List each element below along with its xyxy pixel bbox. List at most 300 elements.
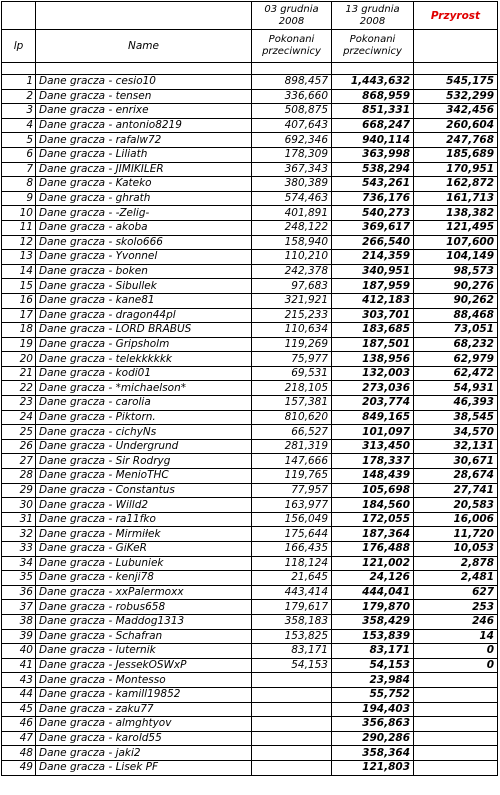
cell-growth: 28,674 [414, 469, 498, 484]
cell-score-dec13: 356,863 [332, 717, 414, 732]
cell-name: Dane gracza - xxPalermoxx [36, 585, 252, 600]
cell-growth: 32,131 [414, 439, 498, 454]
cell-growth: 62,979 [414, 352, 498, 367]
cell-score-dec03: 156,049 [252, 512, 332, 527]
cell-score-dec13: 23,984 [332, 673, 414, 688]
cell-growth: 14 [414, 629, 498, 644]
cell-growth [414, 687, 498, 702]
cell-score-dec13: 543,261 [332, 177, 414, 192]
cell-growth: 10,053 [414, 542, 498, 557]
cell-score-dec13: 273,036 [332, 381, 414, 396]
table-row [2, 687, 498, 702]
cell-score-dec13: 187,364 [332, 527, 414, 542]
blank-cell [36, 63, 252, 75]
cell-score-dec13: 303,701 [332, 308, 414, 323]
table-row [2, 527, 498, 542]
cell-growth: 138,382 [414, 206, 498, 221]
cell-score-dec03: 77,957 [252, 483, 332, 498]
cell-score-dec13: 121,803 [332, 760, 414, 775]
cell-score-dec13: 132,003 [332, 366, 414, 381]
cell-score-dec13: 176,488 [332, 542, 414, 557]
table-row [2, 366, 498, 381]
table-row [2, 410, 498, 425]
table-row [2, 600, 498, 615]
cell-lp: 25 [2, 425, 36, 440]
cell-growth: 54,931 [414, 381, 498, 396]
cell-name: Dane gracza - skolo666 [36, 235, 252, 250]
cell-growth: 342,456 [414, 104, 498, 119]
cell-lp: 22 [2, 381, 36, 396]
cell-growth: 162,872 [414, 177, 498, 192]
cell-growth: 253 [414, 600, 498, 615]
cell-name: Dane gracza - almghtyov [36, 717, 252, 732]
table-row [2, 396, 498, 411]
cell-growth: 90,262 [414, 293, 498, 308]
table-row [2, 731, 498, 746]
cell-score-dec03: 898,457 [252, 75, 332, 90]
cell-lp: 37 [2, 600, 36, 615]
table-row [2, 308, 498, 323]
table-row [2, 556, 498, 571]
cell-growth: 0 [414, 644, 498, 659]
cell-name: Dane gracza - Lubuniek [36, 556, 252, 571]
cell-lp: 2 [2, 89, 36, 104]
cell-name: Dane gracza - Mirmiłek [36, 527, 252, 542]
blank-cell [332, 63, 414, 75]
table-row [2, 89, 498, 104]
table-row [2, 250, 498, 265]
cell-name: Dane gracza - Schafran [36, 629, 252, 644]
table-row [2, 614, 498, 629]
cell-name: Dane gracza - Yvonnel [36, 250, 252, 265]
cell-score-dec13: 313,450 [332, 439, 414, 454]
cell-score-dec13: 138,956 [332, 352, 414, 367]
cell-name: Dane gracza - JessekOSWxP [36, 658, 252, 673]
cell-name: Dane gracza - dragon44pl [36, 308, 252, 323]
cell-name: Dane gracza - akoba [36, 220, 252, 235]
cell-growth: 627 [414, 585, 498, 600]
cell-score-dec03: 574,463 [252, 191, 332, 206]
cell-score-dec13: 153,839 [332, 629, 414, 644]
cell-lp: 19 [2, 337, 36, 352]
cell-growth [414, 731, 498, 746]
cell-name: Dane gracza - MenioTHC [36, 469, 252, 484]
cell-lp: 30 [2, 498, 36, 513]
cell-growth: 38,545 [414, 410, 498, 425]
cell-lp: 21 [2, 366, 36, 381]
cell-score-dec13: 266,540 [332, 235, 414, 250]
cell-score-dec03: 179,617 [252, 600, 332, 615]
cell-lp: 23 [2, 396, 36, 411]
cell-score-dec13: 369,617 [332, 220, 414, 235]
cell-score-dec13: 105,698 [332, 483, 414, 498]
cell-name: Dane gracza - LORD BRABUS [36, 323, 252, 338]
cell-score-dec03: 443,414 [252, 585, 332, 600]
table-row [2, 542, 498, 557]
cell-score-dec03: 69,531 [252, 366, 332, 381]
cell-lp: 14 [2, 264, 36, 279]
cell-growth: 104,149 [414, 250, 498, 265]
cell-name: Dane gracza - telekkkkkk [36, 352, 252, 367]
cell-growth: 20,583 [414, 498, 498, 513]
header-row-labels [2, 30, 498, 63]
ranking-table [1, 1, 498, 776]
cell-lp: 39 [2, 629, 36, 644]
cell-name: Dane gracza - JIMIKILER [36, 162, 252, 177]
table-row [2, 658, 498, 673]
cell-score-dec03: 118,124 [252, 556, 332, 571]
cell-score-dec13: 101,097 [332, 425, 414, 440]
cell-score-dec13: 187,501 [332, 337, 414, 352]
cell-lp: 35 [2, 571, 36, 586]
table-row [2, 585, 498, 600]
cell-score-dec13: 868,959 [332, 89, 414, 104]
cell-score-dec03: 119,269 [252, 337, 332, 352]
cell-score-dec13: 668,247 [332, 118, 414, 133]
cell-score-dec13: 179,870 [332, 600, 414, 615]
cell-score-dec13: 184,560 [332, 498, 414, 513]
header-date1: 03 grudnia 2008 [252, 2, 332, 30]
cell-name: Dane gracza - Kateko [36, 177, 252, 192]
cell-lp: 28 [2, 469, 36, 484]
cell-score-dec03: 321,921 [252, 293, 332, 308]
table-row [2, 469, 498, 484]
cell-name: Dane gracza - rafalw72 [36, 133, 252, 148]
cell-growth: 545,175 [414, 75, 498, 90]
cell-name: Dane gracza - antonio8219 [36, 118, 252, 133]
table-row [2, 293, 498, 308]
table-row [2, 104, 498, 119]
cell-score-dec03 [252, 760, 332, 775]
cell-name: Dane gracza - tensen [36, 89, 252, 104]
table-row [2, 118, 498, 133]
cell-growth: 73,051 [414, 323, 498, 338]
table-row [2, 337, 498, 352]
cell-growth: 68,232 [414, 337, 498, 352]
cell-lp: 40 [2, 644, 36, 659]
blank-cell [414, 63, 498, 75]
cell-score-dec13: 83,171 [332, 644, 414, 659]
cell-growth: 90,276 [414, 279, 498, 294]
cell-score-dec03 [252, 687, 332, 702]
cell-score-dec13: 55,752 [332, 687, 414, 702]
cell-lp: 33 [2, 542, 36, 557]
cell-score-dec03: 281,319 [252, 439, 332, 454]
table-row [2, 264, 498, 279]
header-date2: 13 grudnia 2008 [332, 2, 414, 30]
cell-score-dec03: 358,183 [252, 614, 332, 629]
cell-growth: 2,878 [414, 556, 498, 571]
table-row [2, 483, 498, 498]
table-row [2, 206, 498, 221]
cell-score-dec13: 849,165 [332, 410, 414, 425]
cell-score-dec13: 736,176 [332, 191, 414, 206]
cell-score-dec03 [252, 746, 332, 761]
cell-name: Dane gracza - Undergrund [36, 439, 252, 454]
table-row [2, 279, 498, 294]
header-name: Name [36, 30, 252, 63]
cell-name: Dane gracza - Constantus [36, 483, 252, 498]
cell-name: Dane gracza - cichyNs [36, 425, 252, 440]
cell-lp: 18 [2, 323, 36, 338]
table-row [2, 425, 498, 440]
cell-score-dec03: 54,153 [252, 658, 332, 673]
cell-score-dec03 [252, 702, 332, 717]
cell-score-dec03: 380,389 [252, 177, 332, 192]
cell-name: Dane gracza - kane81 [36, 293, 252, 308]
cell-name: Dane gracza - Piktorn. [36, 410, 252, 425]
table-row [2, 673, 498, 688]
cell-name: Dane gracza - robus658 [36, 600, 252, 615]
cell-growth: 30,671 [414, 454, 498, 469]
cell-score-dec13: 178,337 [332, 454, 414, 469]
table-row [2, 162, 498, 177]
cell-score-dec03: 248,122 [252, 220, 332, 235]
cell-lp: 31 [2, 512, 36, 527]
cell-lp: 12 [2, 235, 36, 250]
cell-score-dec03: 21,645 [252, 571, 332, 586]
cell-growth: 185,689 [414, 147, 498, 162]
cell-name: Dane gracza - *michaelson* [36, 381, 252, 396]
cell-lp: 48 [2, 746, 36, 761]
cell-lp: 9 [2, 191, 36, 206]
cell-growth: 16,006 [414, 512, 498, 527]
cell-lp: 32 [2, 527, 36, 542]
cell-score-dec13: 1,443,632 [332, 75, 414, 90]
cell-score-dec13: 172,055 [332, 512, 414, 527]
cell-lp: 49 [2, 760, 36, 775]
cell-growth [414, 746, 498, 761]
cell-name: Dane gracza - Liliath [36, 147, 252, 162]
cell-score-dec03: 336,660 [252, 89, 332, 104]
cell-score-dec13: 148,439 [332, 469, 414, 484]
table-row [2, 235, 498, 250]
cell-score-dec13: 358,429 [332, 614, 414, 629]
header-lp: lp [2, 30, 36, 63]
cell-score-dec03 [252, 673, 332, 688]
cell-name: Dane gracza - karold55 [36, 731, 252, 746]
blank-row [2, 63, 498, 75]
cell-score-dec03: 158,940 [252, 235, 332, 250]
cell-score-dec03: 178,309 [252, 147, 332, 162]
cell-lp: 36 [2, 585, 36, 600]
cell-name: Dane gracza - luternik [36, 644, 252, 659]
cell-name: Dane gracza - jaki2 [36, 746, 252, 761]
cell-growth: 260,604 [414, 118, 498, 133]
cell-name: Dane gracza - kamill19852 [36, 687, 252, 702]
cell-score-dec03: 83,171 [252, 644, 332, 659]
cell-score-dec03 [252, 731, 332, 746]
cell-score-dec13: 290,286 [332, 731, 414, 746]
cell-name: Dane gracza - Sir Rodryg [36, 454, 252, 469]
cell-name: Dane gracza - cesio10 [36, 75, 252, 90]
cell-score-dec03: 175,644 [252, 527, 332, 542]
cell-score-dec13: 187,959 [332, 279, 414, 294]
cell-score-dec03: 110,634 [252, 323, 332, 338]
header-growth: Przyrost [414, 2, 498, 30]
table-row [2, 323, 498, 338]
cell-score-dec13: 54,153 [332, 658, 414, 673]
cell-score-dec13: 538,294 [332, 162, 414, 177]
cell-lp: 10 [2, 206, 36, 221]
cell-score-dec13: 214,359 [332, 250, 414, 265]
cell-score-dec13: 183,685 [332, 323, 414, 338]
cell-score-dec03: 147,666 [252, 454, 332, 469]
cell-score-dec13: 358,364 [332, 746, 414, 761]
cell-name: Dane gracza - Willd2 [36, 498, 252, 513]
cell-growth: 247,768 [414, 133, 498, 148]
cell-score-dec03: 508,875 [252, 104, 332, 119]
blank-cell [252, 63, 332, 75]
cell-name: Dane gracza - Sibullek [36, 279, 252, 294]
table-row [2, 191, 498, 206]
table-row [2, 746, 498, 761]
table-row [2, 220, 498, 235]
cell-lp: 8 [2, 177, 36, 192]
cell-score-dec03: 97,683 [252, 279, 332, 294]
header-pokonani-1: Pokonani przeciwnicy [252, 30, 332, 63]
cell-growth: 88,468 [414, 308, 498, 323]
cell-score-dec13: 194,403 [332, 702, 414, 717]
cell-growth: 11,720 [414, 527, 498, 542]
cell-lp: 1 [2, 75, 36, 90]
table-row [2, 498, 498, 513]
cell-growth: 62,472 [414, 366, 498, 381]
cell-lp: 16 [2, 293, 36, 308]
table-row [2, 644, 498, 659]
cell-name: Dane gracza - Gripsholm [36, 337, 252, 352]
cell-score-dec03: 367,343 [252, 162, 332, 177]
cell-score-dec03 [252, 717, 332, 732]
cell-lp: 43 [2, 673, 36, 688]
cell-name: Dane gracza - -Zelig- [36, 206, 252, 221]
cell-lp: 45 [2, 702, 36, 717]
cell-score-dec13: 940,114 [332, 133, 414, 148]
header-empty-lp [2, 2, 36, 30]
cell-score-dec03: 242,378 [252, 264, 332, 279]
cell-lp: 44 [2, 687, 36, 702]
cell-score-dec03: 153,825 [252, 629, 332, 644]
table-row [2, 571, 498, 586]
cell-score-dec03: 218,105 [252, 381, 332, 396]
cell-lp: 27 [2, 454, 36, 469]
cell-score-dec03: 810,620 [252, 410, 332, 425]
cell-score-dec13: 444,041 [332, 585, 414, 600]
table-row [2, 629, 498, 644]
cell-growth [414, 760, 498, 775]
cell-name: Dane gracza - carolia [36, 396, 252, 411]
cell-score-dec03: 407,643 [252, 118, 332, 133]
cell-score-dec13: 203,774 [332, 396, 414, 411]
cell-growth [414, 673, 498, 688]
blank-cell [2, 63, 36, 75]
table-row [2, 702, 498, 717]
cell-score-dec13: 363,998 [332, 147, 414, 162]
cell-growth: 34,570 [414, 425, 498, 440]
cell-lp: 7 [2, 162, 36, 177]
cell-name: Dane gracza - kodi01 [36, 366, 252, 381]
cell-lp: 38 [2, 614, 36, 629]
cell-score-dec03: 215,233 [252, 308, 332, 323]
cell-score-dec13: 24,126 [332, 571, 414, 586]
table-row [2, 717, 498, 732]
cell-name: Dane gracza - zaku77 [36, 702, 252, 717]
cell-lp: 17 [2, 308, 36, 323]
cell-growth [414, 702, 498, 717]
cell-score-dec03: 75,977 [252, 352, 332, 367]
cell-score-dec03: 401,891 [252, 206, 332, 221]
cell-name: Dane gracza - Maddog1313 [36, 614, 252, 629]
header-pokonani-2: Pokonani przeciwnicy [332, 30, 414, 63]
cell-score-dec03: 66,527 [252, 425, 332, 440]
cell-score-dec13: 412,183 [332, 293, 414, 308]
cell-lp: 11 [2, 220, 36, 235]
cell-lp: 6 [2, 147, 36, 162]
cell-lp: 3 [2, 104, 36, 119]
cell-lp: 20 [2, 352, 36, 367]
cell-growth: 161,713 [414, 191, 498, 206]
header-empty-name [36, 2, 252, 30]
table-row [2, 512, 498, 527]
cell-score-dec13: 121,002 [332, 556, 414, 571]
table-row [2, 381, 498, 396]
cell-score-dec03: 166,435 [252, 542, 332, 557]
cell-name: Dane gracza - ghrath [36, 191, 252, 206]
cell-lp: 34 [2, 556, 36, 571]
cell-lp: 29 [2, 483, 36, 498]
cell-lp: 5 [2, 133, 36, 148]
cell-name: Dane gracza - Montesso [36, 673, 252, 688]
cell-lp: 24 [2, 410, 36, 425]
cell-lp: 15 [2, 279, 36, 294]
cell-score-dec03: 163,977 [252, 498, 332, 513]
cell-name: Dane gracza - ra11fko [36, 512, 252, 527]
table-row [2, 75, 498, 90]
cell-growth: 107,600 [414, 235, 498, 250]
cell-growth: 246 [414, 614, 498, 629]
cell-score-dec13: 851,331 [332, 104, 414, 119]
cell-lp: 47 [2, 731, 36, 746]
table-row [2, 147, 498, 162]
cell-growth: 170,951 [414, 162, 498, 177]
cell-growth: 46,393 [414, 396, 498, 411]
cell-name: Dane gracza - GiKeR [36, 542, 252, 557]
cell-name: Dane gracza - Lisek PF [36, 760, 252, 775]
table-row [2, 439, 498, 454]
cell-growth: 121,495 [414, 220, 498, 235]
header-row-dates [2, 2, 498, 30]
table-row [2, 177, 498, 192]
cell-growth: 532,299 [414, 89, 498, 104]
cell-growth: 98,573 [414, 264, 498, 279]
cell-name: Dane gracza - kenji78 [36, 571, 252, 586]
header-growth-empty [414, 30, 498, 63]
cell-lp: 41 [2, 658, 36, 673]
cell-growth: 27,741 [414, 483, 498, 498]
cell-growth: 2,481 [414, 571, 498, 586]
cell-lp: 13 [2, 250, 36, 265]
cell-score-dec13: 540,273 [332, 206, 414, 221]
cell-score-dec03: 157,381 [252, 396, 332, 411]
cell-name: Dane gracza - boken [36, 264, 252, 279]
cell-growth [414, 717, 498, 732]
table-row [2, 760, 498, 775]
cell-score-dec03: 110,210 [252, 250, 332, 265]
cell-growth: 0 [414, 658, 498, 673]
cell-score-dec03: 692,346 [252, 133, 332, 148]
cell-score-dec13: 340,951 [332, 264, 414, 279]
cell-lp: 4 [2, 118, 36, 133]
